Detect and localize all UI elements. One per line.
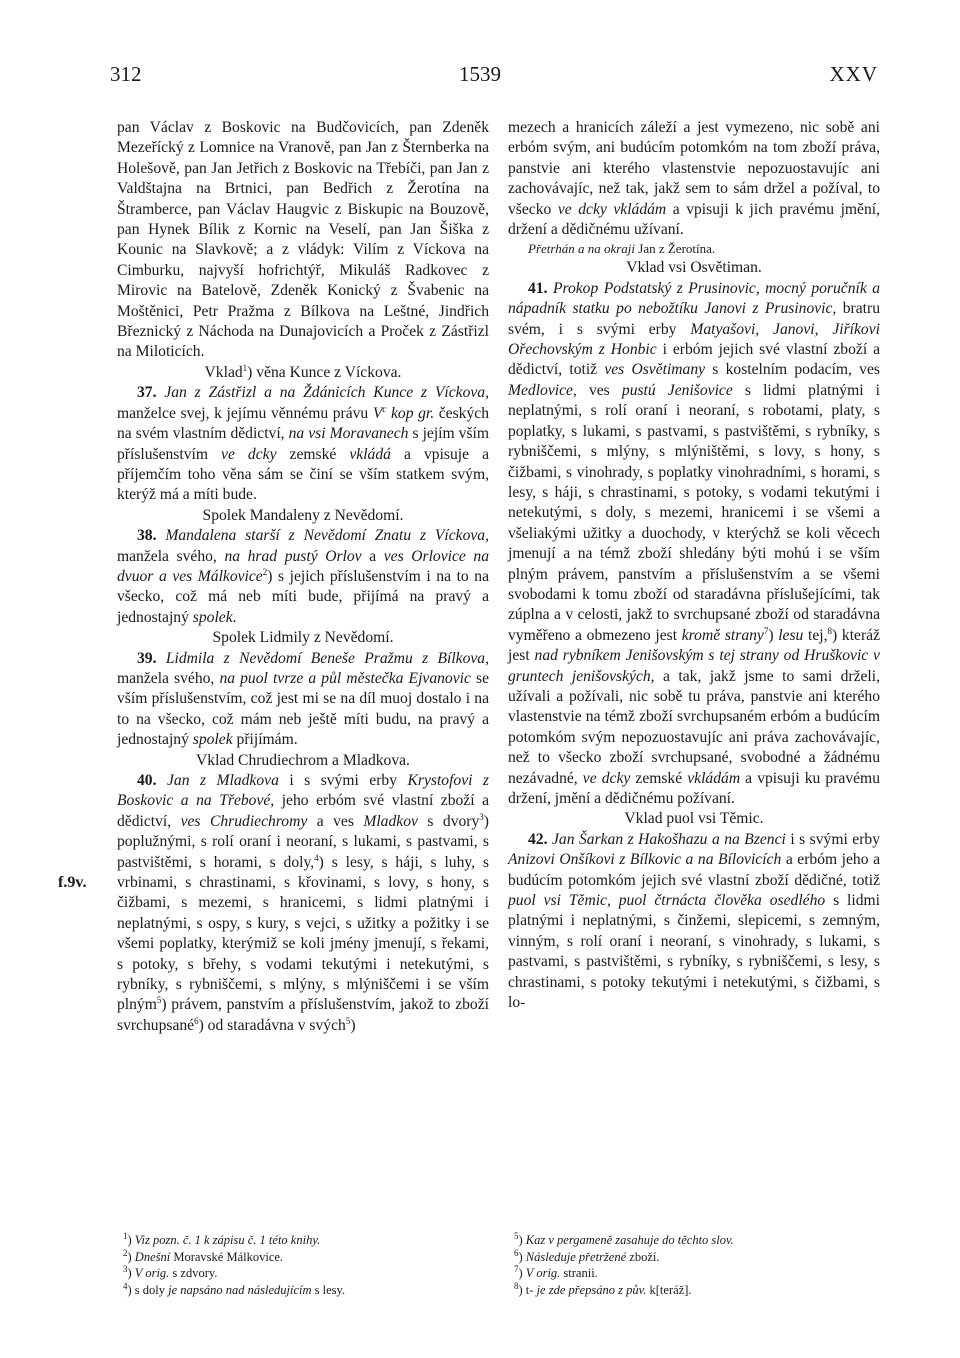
running-year: 1539 [459,62,501,86]
footnote: $^3$) V orig. s zdvory. [123,1263,218,1280]
cancellation-note: Přetrhán a na okraji Jan z Žerotína. [528,241,716,257]
page-number: 312 [110,62,142,86]
footnote: $^7$) V orig. stranii. [514,1263,598,1280]
entry-40-continuation: mezech a hranicích záleží a jest vymezeno, nic sobě ani erbóm svým, ani budúcím potomkóm na tom zboží práva, panstvie ani kterého vlastenstvie nepozuostavujíc ani zachovávajíc, než tak, jakž sem to sám držel a požíval, to všecko ve dcky vkládám a vpisuji k jich pravému jmění, držení a dědičnému užívaní. [508,119,880,239]
entry-heading-spolek-lidmily: Spolek Lidmily z Nevědomí. [212,629,394,647]
footnote: $^5$) Kaz v pergameně zasahuje do těchto slov. [514,1230,734,1247]
entry-39: 39. Lidmila z Nevědomí Beneše Pražmu z Bílkova, manžela svého, na puol tvrze a půl městečka Ejvanovic se vším příslušenstvím, což jest mi se na díl muoj dostalo i na to na všecko, což mám neb ještě míti budu, na pravý a jednostajný spolek přijímám. [117,649,489,749]
entry-heading-vklad-temic: Vklad puol vsi Těmic. [624,810,764,828]
page-header [0,62,960,92]
entry-heading-vklad-vena: Vklad$^1$) věna Kunce z Víckova. [204,362,402,381]
entry-heading-spolek-mandaleny: Spolek Mandaleny z Nevědomí. [202,506,404,524]
right-column [508,118,880,1013]
entry-41: 41. Prokop Podstatský z Prusinovic, mocný poručník a nápadník statku po nebožtíku Janovi z Prusinovic, bratru svém, i s svými erby Matyašovi, Janovi, Jiříkovi Ořechovským z Honbic i erbóm jejich své vlastní zboží a dědictví, totiž ves Osvětimany s kostelním podacím, ves Medlovice, ves pustú Jenišovice s lidmi platnými i neplatnými, s rolí oraní i neoraní, s robotami, platy, s poplatky, s lukami, s pastvami, s pastvištěmi, s rybníky, s rybniščemi, s mlýny, s mlýništěmi, s lovy, s hony, s čižbami, s vinohrady, s poplatky vinohradními, s horami, s lesy, s háji, s chrastinami, s potoky, s vodami tekutými i netekutými, s doly, s mezemi, hranicemi i se všemi a všeliakými užitky a duochody, v kterýchž se koli věcech jmenují a na témž zboží shledány býti mohú i se vším plným právem, panstvím a příslušenstvím a se všemi svobodami k tomu zboží od staradávna příslušejícími, tak zúplna a v celosti, jakž to svrchupsané zboží od staradávna vyměřeno a obmezeno jest kromě strany$^7$) lesu tej,$^8$) kteráž jest nad rybníkem Jenišovským s tej strany od Hruškovic v gruntech jenišovských, a tak, jakž jsme to sami drželi, užívali a požívali, nic sobě tu práva, panstvie ani kterého vlastenstvie na témž zboží svrchupsaném erbóm a budúcím potomkóm svým nepozuostavujíc ani práva zachovávajíc, než to všecko zboží svrchupsané, svobodné a žádnému nezávadné, ve dcky zemské vkládám a vpisuji ku pravému držení, jmění a dědičnému požívaní. [508,279,881,807]
list-of-witnesses: pan Václav z Boskovic na Budčovicích, pan Zdeněk Mezeřícký z Lomnice na Vranově, pan Jan z Šternberka na Holešově, pan Jan Jetřich z Boskovic na Třebíči, pan Jan z Valdštajna na Brtnici, pan Bedřich z Žerotína na Štramberce, pan Václav Haugvic z Biskupic na Bouzově, pan Hynek Bílik z Kornic na Veselí, pan Jan Šiška z Kounic na Slavkově; a z vládyk: Vilím z Víckova na Cimburku, najvyší hofrichtýř, Mikuláš Radkovec z Mirovic na Batelově, Zdeněk Konický z Švabenic na Moštěnici, Petr Pražma z Bílkova na Leštné, Jindřich Březnický z Náchoda na Dunajovicích a Proček z Zástřizl na Miloticích. [117,119,489,361]
footnote: $^6$) Následuje přetržené zboží. [514,1247,660,1264]
footnote: $^1$) Viz pozn. č. 1 k zápisu č. 1 této knihy. [123,1230,321,1247]
left-column [117,118,489,1036]
entry-42: 42. Jan Šarkan z Hakošhazu a na Bzenci i s svými erby Anizovi Onšíkovi z Bílkovic a na Bílovicích a erbóm jeho a budúcím potomkóm jejich své vlastní zboží dědičné, totiž puol vsi Těmic, puol čtrnácta člověka osedlého s lidmi platnými i neplatnými, s činžemi, slepicemi, s zemným, vinným, s rolí oraní i neoraní, s vinohrady, s lukami, s pastvami, s pastvištěmi, s rybníky, s rybniščemi, s lesy, s chrastinami, s potoky tekutými i netekutými, s čižbami, s lo- [508,830,880,1012]
footnotes-left [117,1232,489,1298]
entry-37: 37. Jan z Zástřizl a na Ždánicích Kunce z Víckova, manželce svej, k jejímu věnnému právu $V^c$ kop gr. českých na svém vlastním dědictví, na vsi Moravanech s jejím vším příslušenstvím ve dcky zemské vkládá a vpisuje a příjemčím toho věna sám se činí se vším statkem svým, kterýž má a míti bude. [117,384,489,504]
entry-heading-vklad-osvetiman: Vklad vsi Osvětiman. [626,259,762,277]
section-numeral: XXV [829,62,878,86]
footnote: $^4$) s doly je napsáno nad následujícím s lesy. [123,1280,346,1297]
folio-marginal-note: f.9v. [58,874,87,891]
entry-38: 38. Mandalena starší z Nevědomí Znatu z Víckova, manžela svého, na hrad pustý Orlov a ves Orlovice na dvuor a ves Málkovice$^2$) s jejich příslušenstvím i na to na všecko, což má neb míti bude, přijímá na pravý a jednostajný spolek. [117,527,490,626]
footnote: $^8$) t- je zde přepsáno z pův. k[teráž]. [514,1280,692,1297]
entry-heading-vklad-chrudiechrom: Vklad Chrudiechrom a Mladkova. [196,751,410,769]
footnotes-right [508,1232,880,1298]
footnote: $^2$) Dnešní Moravské Málkovice. [123,1247,284,1264]
entry-40: 40. Jan z Mladkova i s svými erby Krystofovi z Boskovic a na Třebové, jeho erbóm své vlastní zboží a dědictví, ves Chrudiechromy a ves Mladkov s dvory$^3$) poplužnými, s rolí oraní i neoraní, s lukami, s pastvami, s pastvištěmi, s horami, s doly,$^4$) s lesy, s háji, s luhy, s vrbinami, s chrastinami, s křovinami, s lovy, s hony, s čižbami, s mezemi, s hranicemi, s lidmi platnými i neplatnými, s ospy, s kury, s vejci, s užitky a požitky i se všemi poplatky, kterýmiž se koli jmény jmenují, s řekami, s potoky, s břehy, s vodami tekutými i netekutými, s rybníky, s rybniščemi, s mlýny, s mlýniščemi i se vším plným$^5$) právem, panstvím a příslušenstvím, jakož to zboží svrchupsané$^6$) od staradávna v svých$^5$) [117,772,489,1034]
